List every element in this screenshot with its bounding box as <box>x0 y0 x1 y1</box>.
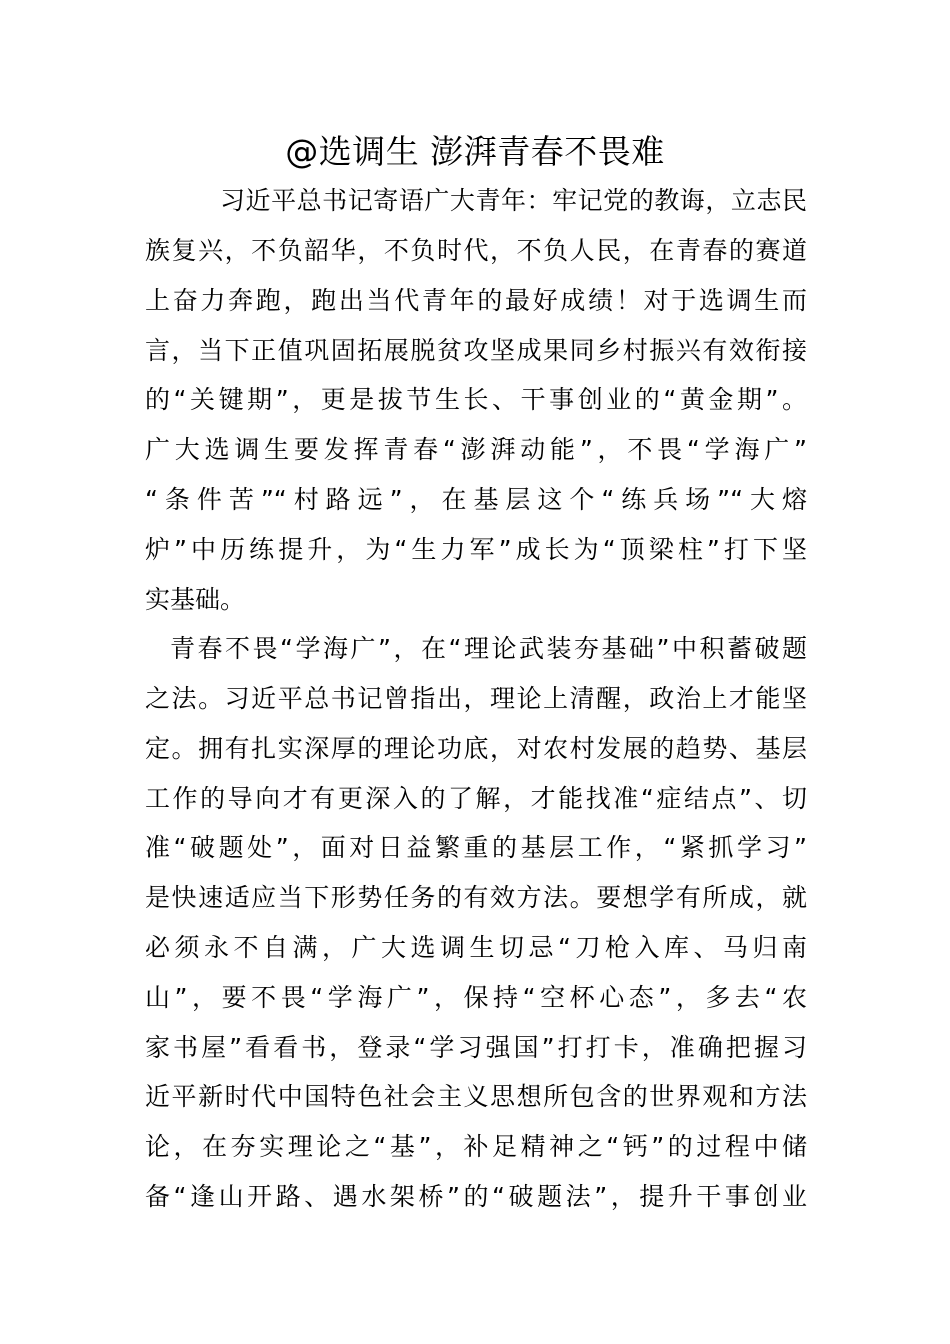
paragraph-line: 备“逢山开路、遇水架桥”的“破题法”，提升干事创业 <box>145 1182 807 1211</box>
paragraph-line: 山”，要不畏“学海广”，保持“空杯心态”，多去“农 <box>145 983 807 1012</box>
paragraph-line: 族复兴，不负韶华，不负时代，不负人民，在青春的赛道 <box>145 236 807 265</box>
paragraph-line: 言，当下正值巩固拓展脱贫攻坚成果同乡村振兴有效衔接 <box>145 336 807 365</box>
paragraph-line: 实基础。 <box>145 585 246 614</box>
paragraph-line: 上奋力奔跑，跑出当代青年的最好成绩！对于选调生而 <box>145 286 807 315</box>
paragraph-line: 之法。习近平总书记曾指出，理论上清醒，政治上才能坚 <box>145 684 807 713</box>
paragraph-line: 定。拥有扎实深厚的理论功底，对农村发展的趋势、基层 <box>145 734 807 763</box>
paragraph-line: 工作的导向才有更深入的了解，才能找准“症结点”、切 <box>145 784 807 813</box>
paragraph-line: 的“关键期”，更是拔节生长、干事创业的“黄金期”。 <box>145 385 807 414</box>
paragraph-line: 习近平总书记寄语广大青年：牢记党的教诲，立志民 <box>220 186 807 215</box>
paragraph-line: 广大选调生要发挥青春“澎湃动能”，不畏“学海广” <box>145 435 807 464</box>
paragraph-line: 家书屋”看看书，登录“学习强国”打打卡，准确把握习 <box>145 1033 807 1062</box>
paragraph-line: 炉”中历练提升，为“生力军”成长为“顶梁柱”打下坚 <box>145 535 807 564</box>
paragraph-line: 近平新时代中国特色社会主义思想所包含的世界观和方法 <box>145 1082 807 1111</box>
document-title: @选调生 澎湃青春不畏难 <box>285 132 665 171</box>
paragraph-line: 必须永不自满，广大选调生切忌“刀枪入库、马归南 <box>145 933 807 962</box>
paragraph-line: “条件苦”“村路远”，在基层这个“练兵场”“大熔 <box>145 485 807 514</box>
paragraph-line: 是快速适应当下形势任务的有效方法。要想学有所成，就 <box>145 883 807 912</box>
paragraph-line: 青春不畏“学海广”，在“理论武装夯基础”中积蓄破题 <box>170 634 807 663</box>
paragraph-line: 论，在夯实理论之“基”，补足精神之“钙”的过程中储 <box>145 1132 807 1161</box>
paragraph-line: 准“破题处”，面对日益繁重的基层工作，“紧抓学习” <box>145 833 807 862</box>
